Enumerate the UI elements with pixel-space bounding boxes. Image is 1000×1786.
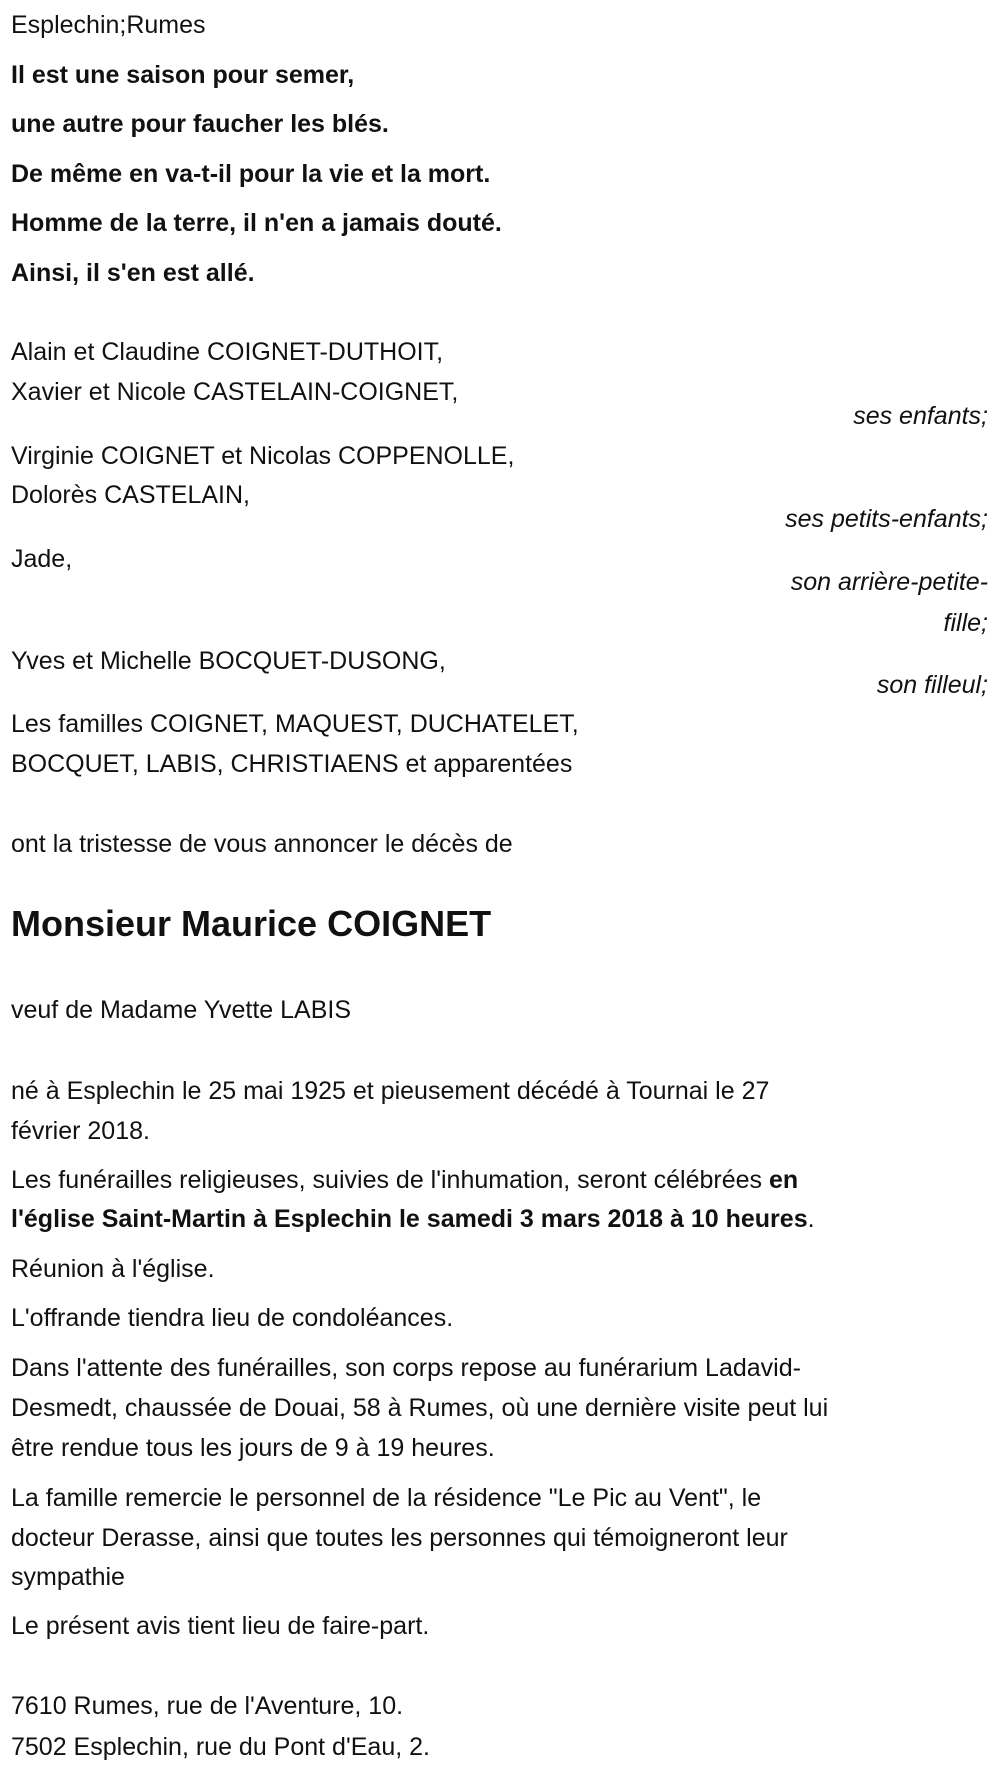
notice: Le présent avis tient lieu de faire-part. [11, 1612, 430, 1640]
funeral-bold: en [768, 1166, 799, 1194]
funeral-line [11, 1165, 798, 1195]
funeral-text: . [807, 1205, 815, 1233]
address: 7502 Esplechin, rue du Pont d'Eau, 2. [11, 1733, 430, 1761]
great-grandchild: Jade, [11, 545, 73, 573]
poem-line: une autre pour faucher les blés. [11, 110, 389, 138]
families-line: BOCQUET, LABIS, CHRISTIAENS et apparentées [11, 750, 573, 778]
children-label: ses enfants; [853, 402, 988, 430]
thanks-line: sympathie [11, 1563, 125, 1591]
funeral-bold: l'église Saint-Martin à Esplechin le samedi 3 mars 2018 à 10 heures [11, 1205, 808, 1233]
birth-line: février 2018. [11, 1117, 150, 1145]
grandchildren-line: Virginie COIGNET et Nicolas COPPENOLLE, [11, 442, 515, 470]
repose-line: Dans l'attente des funérailles, son corps repose au funérarium Ladavid- [11, 1354, 801, 1382]
families-line: Les familles COIGNET, MAQUEST, DUCHATELET, [11, 710, 579, 738]
funeral-line [11, 1204, 815, 1234]
grandchildren-line: Dolorès CASTELAIN, [11, 481, 250, 509]
children-line: Xavier et Nicole CASTELAIN-COIGNET, [11, 378, 459, 406]
deceased-name: Monsieur Maurice COIGNET [11, 903, 492, 944]
announce: ont la tristesse de vous annoncer le décès de [11, 830, 513, 858]
thanks-line: docteur Derasse, ainsi que toutes les personnes qui témoigneront leur [11, 1524, 788, 1552]
poem-line: Ainsi, il s'en est allé. [11, 259, 255, 287]
thanks-line: La famille remercie le personnel de la résidence "Le Pic au Vent", le [11, 1484, 762, 1512]
grandchildren-label: ses petits-enfants; [785, 505, 988, 533]
great-grandchild-label: son arrière-petite- [790, 568, 988, 596]
repose-line: être rendue tous les jours de 9 à 19 heures. [11, 1434, 495, 1462]
poem-line: De même en va-t-il pour la vie et la mort. [11, 160, 491, 188]
widower: veuf de Madame Yvette LABIS [11, 996, 352, 1024]
address: 7610 Rumes, rue de l'Aventure, 10. [11, 1692, 404, 1720]
poem-line: Il est une saison pour semer, [11, 61, 355, 89]
godson: Yves et Michelle BOCQUET-DUSONG, [11, 647, 446, 675]
great-grandchild-label: fille; [943, 609, 988, 637]
poem-line: Homme de la terre, il n'en a jamais douté. [11, 209, 502, 237]
offering: L'offrande tiendra lieu de condoléances. [11, 1304, 454, 1332]
birth-line: né à Esplechin le 25 mai 1925 et pieusement décédé à Tournai le 27 [11, 1077, 770, 1105]
location: Esplechin;Rumes [11, 11, 206, 39]
funeral-text: Les funérailles religieuses, suivies de l'inhumation, seront célébrées [11, 1166, 769, 1194]
godson-label: son filleul; [876, 671, 988, 699]
children-line: Alain et Claudine COIGNET-DUTHOIT, [11, 338, 444, 366]
repose-line: Desmedt, chaussée de Douai, 58 à Rumes, où une dernière visite peut lui [11, 1394, 829, 1422]
meeting: Réunion à l'église. [11, 1255, 215, 1283]
